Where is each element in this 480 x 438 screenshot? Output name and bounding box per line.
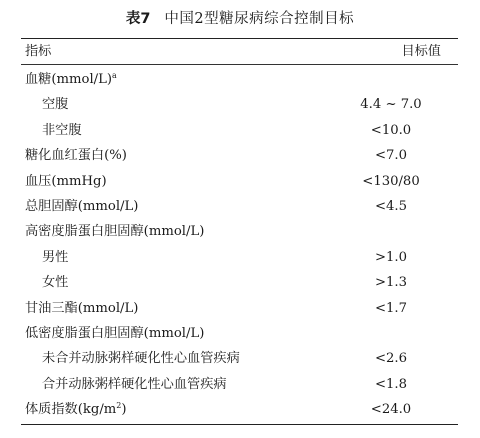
row-indicator-text: 男性 [42, 249, 69, 265]
row-target-value: <4.5 [374, 198, 408, 214]
table-row [21, 372, 458, 397]
table-header-row [21, 39, 458, 65]
row-target-value: >1.3 [374, 275, 408, 291]
row-indicator [25, 143, 127, 168]
row-indicator-text: 糖化血红蛋白(%) [25, 148, 127, 164]
header-indicator: 指标 [25, 44, 52, 59]
row-indicator-superscript: 2 [116, 401, 122, 411]
table-row [21, 67, 458, 92]
row-target-value: <2.6 [374, 351, 408, 367]
row-indicator-text: 女性 [42, 275, 69, 291]
row-indicator-text: 合并动脉粥样硬化性心血管疾病 [42, 376, 227, 392]
table-row [21, 143, 458, 168]
row-indicator [42, 245, 68, 270]
row-indicator-text: 血糖(mmol/L) [25, 72, 113, 87]
row-target-value: <7.0 [374, 148, 408, 164]
table-number: 表7 [125, 11, 151, 27]
row-indicator-text: 空腹 [42, 97, 69, 113]
row-target-value: >1.0 [374, 249, 408, 265]
row-indicator [25, 194, 138, 219]
table-caption [0, 9, 480, 29]
table-title: 中国2型糖尿病综合控制目标 [164, 11, 355, 27]
table-row [21, 92, 458, 117]
row-target-value: <24.0 [370, 402, 412, 418]
target-table [21, 38, 458, 425]
row-indicator [42, 346, 240, 371]
row-indicator [25, 219, 204, 244]
row-indicator-text: 低密度脂蛋白胆固醇(mmol/L) [25, 325, 205, 341]
table-row [21, 346, 458, 371]
row-indicator-suffix: ) [121, 402, 127, 418]
row-indicator-text: 非空腹 [42, 122, 82, 138]
row-indicator [25, 321, 204, 346]
row-indicator-text: 体质指数(kg/m [25, 402, 117, 418]
row-indicator [25, 397, 127, 422]
row-target-value: <10.0 [370, 122, 412, 138]
row-indicator-text: 血压(mmHg) [25, 173, 107, 189]
row-target-value: <1.7 [374, 300, 408, 316]
table-row [21, 194, 458, 219]
table-row [21, 219, 458, 244]
row-indicator [42, 92, 68, 117]
row-target-value: <130/80 [362, 173, 420, 189]
row-target-value: 4.4 ~ 7.0 [360, 97, 422, 113]
table-row [21, 169, 458, 194]
row-indicator [25, 67, 117, 92]
row-indicator-superscript: a [112, 71, 117, 80]
row-indicator [42, 372, 227, 397]
table-row [21, 270, 458, 295]
table-row [21, 245, 458, 270]
row-indicator [42, 270, 68, 295]
row-indicator-text: 未合并动脉粥样硬化性心血管疾病 [42, 351, 240, 367]
row-target-value: <1.8 [374, 376, 408, 392]
table-row [21, 397, 458, 422]
row-indicator-text: 总胆固醇(mmol/L) [25, 198, 139, 214]
row-indicator-text: 高密度脂蛋白胆固醇(mmol/L) [25, 224, 205, 240]
row-indicator-text: 甘油三酯(mmol/L) [25, 300, 139, 316]
table-row [21, 296, 458, 321]
row-indicator [25, 169, 107, 194]
row-indicator [25, 296, 138, 321]
header-target-value: 目标值 [401, 44, 441, 59]
table-row [21, 118, 458, 143]
row-indicator [42, 118, 82, 143]
table-row [21, 321, 458, 346]
table-body [21, 65, 458, 424]
